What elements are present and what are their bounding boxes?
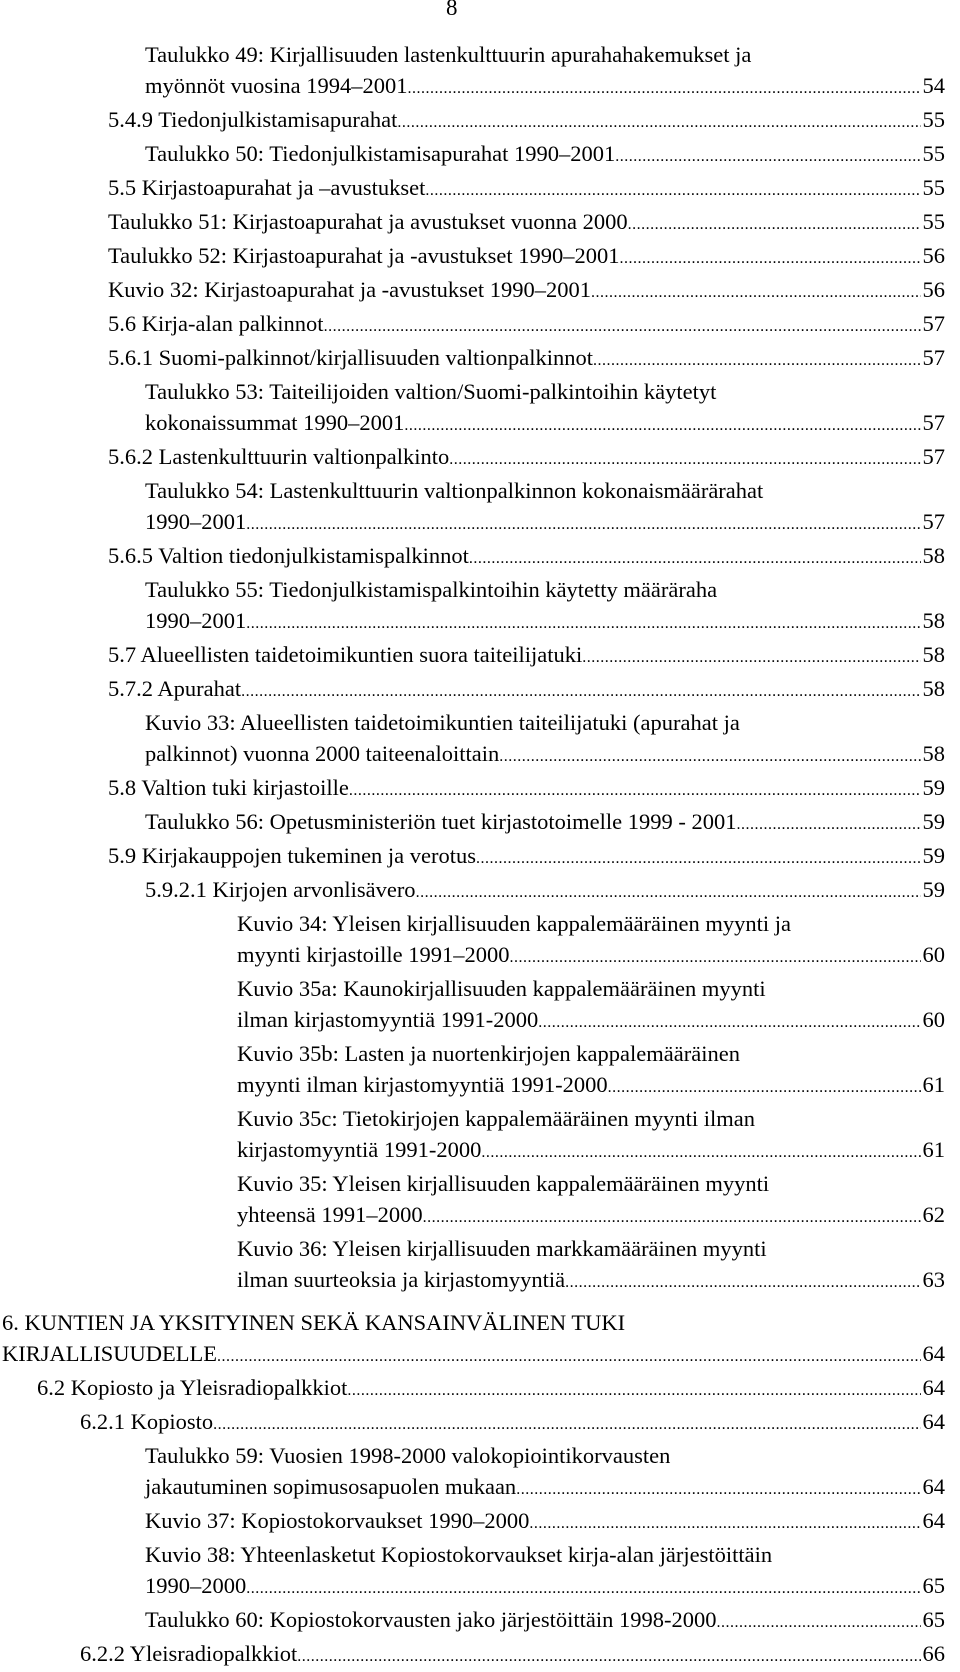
dot-leader — [481, 1137, 920, 1168]
toc-page-number: 61 — [922, 1137, 945, 1162]
toc-page-number: 64 — [922, 1375, 945, 1400]
toc-entry-title: Kuvio 37: Kopiostokorvaukset 1990–2000 — [145, 1508, 530, 1533]
toc-entry-title: 5.4.9 Tiedonjulkistamisapurahat — [108, 107, 398, 132]
table-of-contents — [0, 39, 945, 1672]
dot-leader — [736, 809, 920, 840]
toc-entry-title-continued: KIRJALLISUUDELLE — [2, 1341, 217, 1366]
toc-entry-title: Taulukko 54: Lastenkulttuurin valtionpalkinnon kokonaismäärärahat — [145, 478, 764, 503]
toc-entry[interactable] — [0, 206, 945, 240]
toc-entry[interactable] — [0, 104, 945, 138]
toc-entry[interactable] — [0, 1038, 945, 1103]
toc-page-number: 58 — [922, 676, 945, 701]
dot-leader — [217, 1341, 921, 1372]
toc-entry-title-continued: 1990–2001 — [145, 608, 247, 633]
toc-entry-title-continued: ilman kirjastomyyntiä 1991-2000 — [237, 1007, 539, 1032]
toc-entry[interactable] — [0, 274, 945, 308]
dot-leader — [591, 277, 920, 308]
toc-page-number: 66 — [922, 1641, 945, 1666]
toc-page-number: 64 — [922, 1474, 945, 1499]
toc-entry-title: Taulukko 50: Tiedonjulkistamisapurahat 1990–2001 — [145, 141, 616, 166]
toc-entry[interactable] — [0, 772, 945, 806]
toc-entry-title: 6.2 Kopiosto ja Yleisradiopalkkiot — [37, 1375, 348, 1400]
toc-entry[interactable] — [0, 39, 945, 104]
toc-entry[interactable] — [0, 1505, 945, 1539]
toc-entry[interactable] — [0, 1103, 945, 1168]
toc-page-number: 55 — [922, 175, 945, 200]
dot-leader — [538, 1007, 920, 1038]
toc-entry-title: 5.8 Valtion tuki kirjastoille — [108, 775, 349, 800]
toc-entry-title: 6.2.2 Yleisradiopalkkiot — [80, 1641, 298, 1666]
toc-entry[interactable] — [0, 1539, 945, 1604]
dot-leader — [246, 608, 920, 639]
toc-page-number: 64 — [922, 1508, 945, 1533]
toc-entry-title: Kuvio 38: Yhteenlasketut Kopiostokorvaukset kirja-alan järjestöittäin — [145, 1542, 773, 1567]
toc-entry[interactable] — [0, 973, 945, 1038]
toc-entry-title: Kuvio 32: Kirjastoapurahat ja -avustukset 1990–2001 — [108, 277, 592, 302]
dot-leader — [297, 1641, 920, 1672]
toc-entry[interactable] — [0, 1372, 945, 1406]
toc-entry-title: 5.7.2 Apurahat — [108, 676, 242, 701]
toc-entry-title: Taulukko 53: Taiteilijoiden valtion/Suomi-palkintoihin käytetyt — [145, 379, 717, 404]
dot-leader — [246, 509, 920, 540]
toc-entry-title: 5.6.1 Suomi-palkinnot/kirjallisuuden valtionpalkinnot — [108, 345, 593, 370]
dot-leader — [397, 107, 920, 138]
toc-page-number: 57 — [922, 345, 945, 370]
dot-leader — [349, 775, 921, 806]
toc-entry-title: Kuvio 35: Yleisen kirjallisuuden kappalemääräinen myynti — [237, 1171, 770, 1196]
toc-page-number: 57 — [922, 410, 945, 435]
dot-leader — [608, 1072, 921, 1103]
toc-entry[interactable] — [0, 874, 945, 908]
toc-entry-title: 5.6.2 Lastenkulttuurin valtionpalkinto — [108, 444, 450, 469]
toc-entry[interactable] — [0, 1307, 945, 1372]
toc-entry-title: 5.9.2.1 Kirjojen arvonlisävero — [145, 877, 416, 902]
toc-page-number: 64 — [922, 1409, 945, 1434]
dot-leader — [246, 1573, 920, 1604]
toc-entry-title: 5.5 Kirjastoapurahat ja –avustukset — [108, 175, 426, 200]
toc-entry-title-continued: 1990–2001 — [145, 509, 247, 534]
toc-entry-title: Kuvio 33: Alueellisten taidetoimikuntien taiteilijatuki (apurahat ja — [145, 710, 740, 735]
toc-page-number: 65 — [922, 1573, 945, 1598]
toc-entry-title: Kuvio 34: Yleisen kirjallisuuden kappalemääräinen myynti ja — [237, 911, 792, 936]
toc-page-number: 58 — [922, 741, 945, 766]
toc-entry-title: Kuvio 35a: Kaunokirjallisuuden kappalemääräinen myynti — [237, 976, 766, 1001]
dot-leader — [449, 444, 920, 475]
toc-entry-title-continued: myynti ilman kirjastomyyntiä 1991-2000 — [237, 1072, 608, 1097]
dot-leader — [408, 73, 921, 104]
toc-entry[interactable] — [0, 540, 945, 574]
toc-entry[interactable] — [0, 908, 945, 973]
dot-leader — [476, 843, 920, 874]
toc-page-number: 59 — [922, 775, 945, 800]
toc-page-number: 57 — [922, 509, 945, 534]
toc-page-number: 60 — [922, 942, 945, 967]
toc-entry[interactable] — [0, 1233, 945, 1298]
toc-entry[interactable] — [0, 308, 945, 342]
dot-leader — [425, 175, 920, 206]
toc-entry[interactable] — [0, 1440, 945, 1505]
toc-entry-title: 5.6.5 Valtion tiedonjulkistamispalkinnot — [108, 543, 469, 568]
toc-entry-title: Kuvio 35b: Lasten ja nuortenkirjojen kappalemääräinen — [237, 1041, 740, 1066]
toc-entry-title: 5.6 Kirja-alan palkinnot — [108, 311, 324, 336]
toc-entry-title: Taulukko 55: Tiedonjulkistamispalkintoihin käytetty määräraha — [145, 577, 718, 602]
toc-page-number: 58 — [922, 642, 945, 667]
toc-entry[interactable] — [0, 475, 945, 540]
dot-leader — [529, 1508, 920, 1539]
toc-entry-title-continued: palkinnot) vuonna 2000 taiteenaloittain — [145, 741, 500, 766]
toc-entry-title: Taulukko 51: Kirjastoapurahat ja avustukset vuonna 2000 — [108, 209, 628, 234]
dot-leader — [324, 311, 921, 342]
toc-page-number: 56 — [922, 277, 945, 302]
toc-entry-title: 5.9 Kirjakauppojen tukeminen ja verotus — [108, 843, 477, 868]
toc-page-number: 56 — [922, 243, 945, 268]
toc-entry[interactable] — [0, 673, 945, 707]
toc-entry[interactable] — [0, 1604, 945, 1638]
toc-page-number: 58 — [922, 543, 945, 568]
page-number: 8 — [446, 0, 458, 20]
toc-entry-title-continued: 1990–2000 — [145, 1573, 247, 1598]
toc-page-number: 57 — [922, 311, 945, 336]
toc-page-number: 57 — [922, 444, 945, 469]
toc-entry-title: 5.7 Alueellisten taidetoimikuntien suora taiteilijatuki — [108, 642, 583, 667]
dot-leader — [241, 676, 920, 707]
dot-leader — [347, 1375, 920, 1406]
toc-page-number: 55 — [922, 107, 945, 132]
dot-leader — [716, 1607, 920, 1638]
dot-leader — [499, 741, 920, 772]
toc-page-number: 65 — [922, 1607, 945, 1632]
toc-page-number: 61 — [922, 1072, 945, 1097]
toc-entry-title: Taulukko 49: Kirjallisuuden lastenkulttuurin apurahahakemukset ja — [145, 42, 752, 67]
toc-page-number: 55 — [922, 141, 945, 166]
toc-page-number: 63 — [922, 1267, 945, 1292]
toc-entry[interactable] — [0, 172, 945, 206]
toc-entry[interactable] — [0, 240, 945, 274]
dot-leader — [404, 410, 920, 441]
dot-leader — [509, 942, 920, 973]
toc-entry[interactable] — [0, 138, 945, 172]
dot-leader — [619, 243, 920, 274]
toc-entry-title-continued: kokonaissummat 1990–2001 — [145, 410, 405, 435]
toc-entry[interactable] — [0, 574, 945, 639]
toc-entry-title: Kuvio 35c: Tietokirjojen kappalemääräinen myynti ilman — [237, 1106, 756, 1131]
toc-page-number: 59 — [922, 877, 945, 902]
toc-entry[interactable] — [0, 376, 945, 441]
dot-leader — [416, 877, 921, 908]
toc-entry-title: Kuvio 36: Yleisen kirjallisuuden markkamääräinen myynti — [237, 1236, 767, 1261]
toc-entry[interactable] — [0, 1638, 945, 1672]
toc-entry-title-continued: ilman suurteoksia ja kirjastomyyntiä — [237, 1267, 566, 1292]
toc-entry-title-continued: myönnöt vuosina 1994–2001 — [145, 73, 408, 98]
toc-page-number: 54 — [922, 73, 945, 98]
toc-entry-title: Taulukko 59: Vuosien 1998-2000 valokopiointikorvausten — [145, 1443, 671, 1468]
toc-entry[interactable] — [0, 707, 945, 772]
toc-entry[interactable] — [0, 342, 945, 376]
toc-page-number: 60 — [922, 1007, 945, 1032]
dot-leader — [516, 1474, 920, 1505]
toc-page-number: 55 — [922, 209, 945, 234]
toc-entry-title-continued: kirjastomyyntiä 1991-2000 — [237, 1137, 482, 1162]
toc-page-number: 59 — [922, 809, 945, 834]
toc-page-number: 62 — [922, 1202, 945, 1227]
dot-leader — [213, 1409, 920, 1440]
toc-page-number: 59 — [922, 843, 945, 868]
toc-entry-title: 6. KUNTIEN JA YKSITYINEN SEKÄ KANSAINVÄLINEN TUKI — [2, 1310, 626, 1335]
toc-entry[interactable] — [0, 639, 945, 673]
dot-leader — [593, 345, 921, 376]
dot-leader — [423, 1202, 921, 1233]
toc-entry[interactable] — [0, 1168, 945, 1233]
toc-entry[interactable] — [0, 441, 945, 475]
dot-leader — [582, 642, 920, 673]
toc-entry-title: 6.2.1 Kopiosto — [80, 1409, 214, 1434]
dot-leader — [565, 1267, 920, 1298]
toc-entry-title: Taulukko 60: Kopiostokorvausten jako järjestöittäin 1998-2000 — [145, 1607, 717, 1632]
toc-entry[interactable] — [0, 840, 945, 874]
toc-entry[interactable] — [0, 1406, 945, 1440]
dot-leader — [628, 209, 921, 240]
toc-entry[interactable] — [0, 806, 945, 840]
toc-entry-title-continued: yhteensä 1991–2000 — [237, 1202, 423, 1227]
toc-page-number: 64 — [922, 1341, 945, 1366]
dot-leader — [469, 543, 921, 574]
toc-page-number: 58 — [922, 608, 945, 633]
toc-entry-title-continued: myynti kirjastoille 1991–2000 — [237, 942, 510, 967]
toc-entry-title: Taulukko 56: Opetusministeriön tuet kirjastotoimelle 1999 - 2001 — [145, 809, 737, 834]
toc-entry-title-continued: jakautuminen sopimusosapuolen mukaan — [145, 1474, 517, 1499]
dot-leader — [615, 141, 920, 172]
toc-entry-title: Taulukko 52: Kirjastoapurahat ja -avustukset 1990–2001 — [108, 243, 620, 268]
